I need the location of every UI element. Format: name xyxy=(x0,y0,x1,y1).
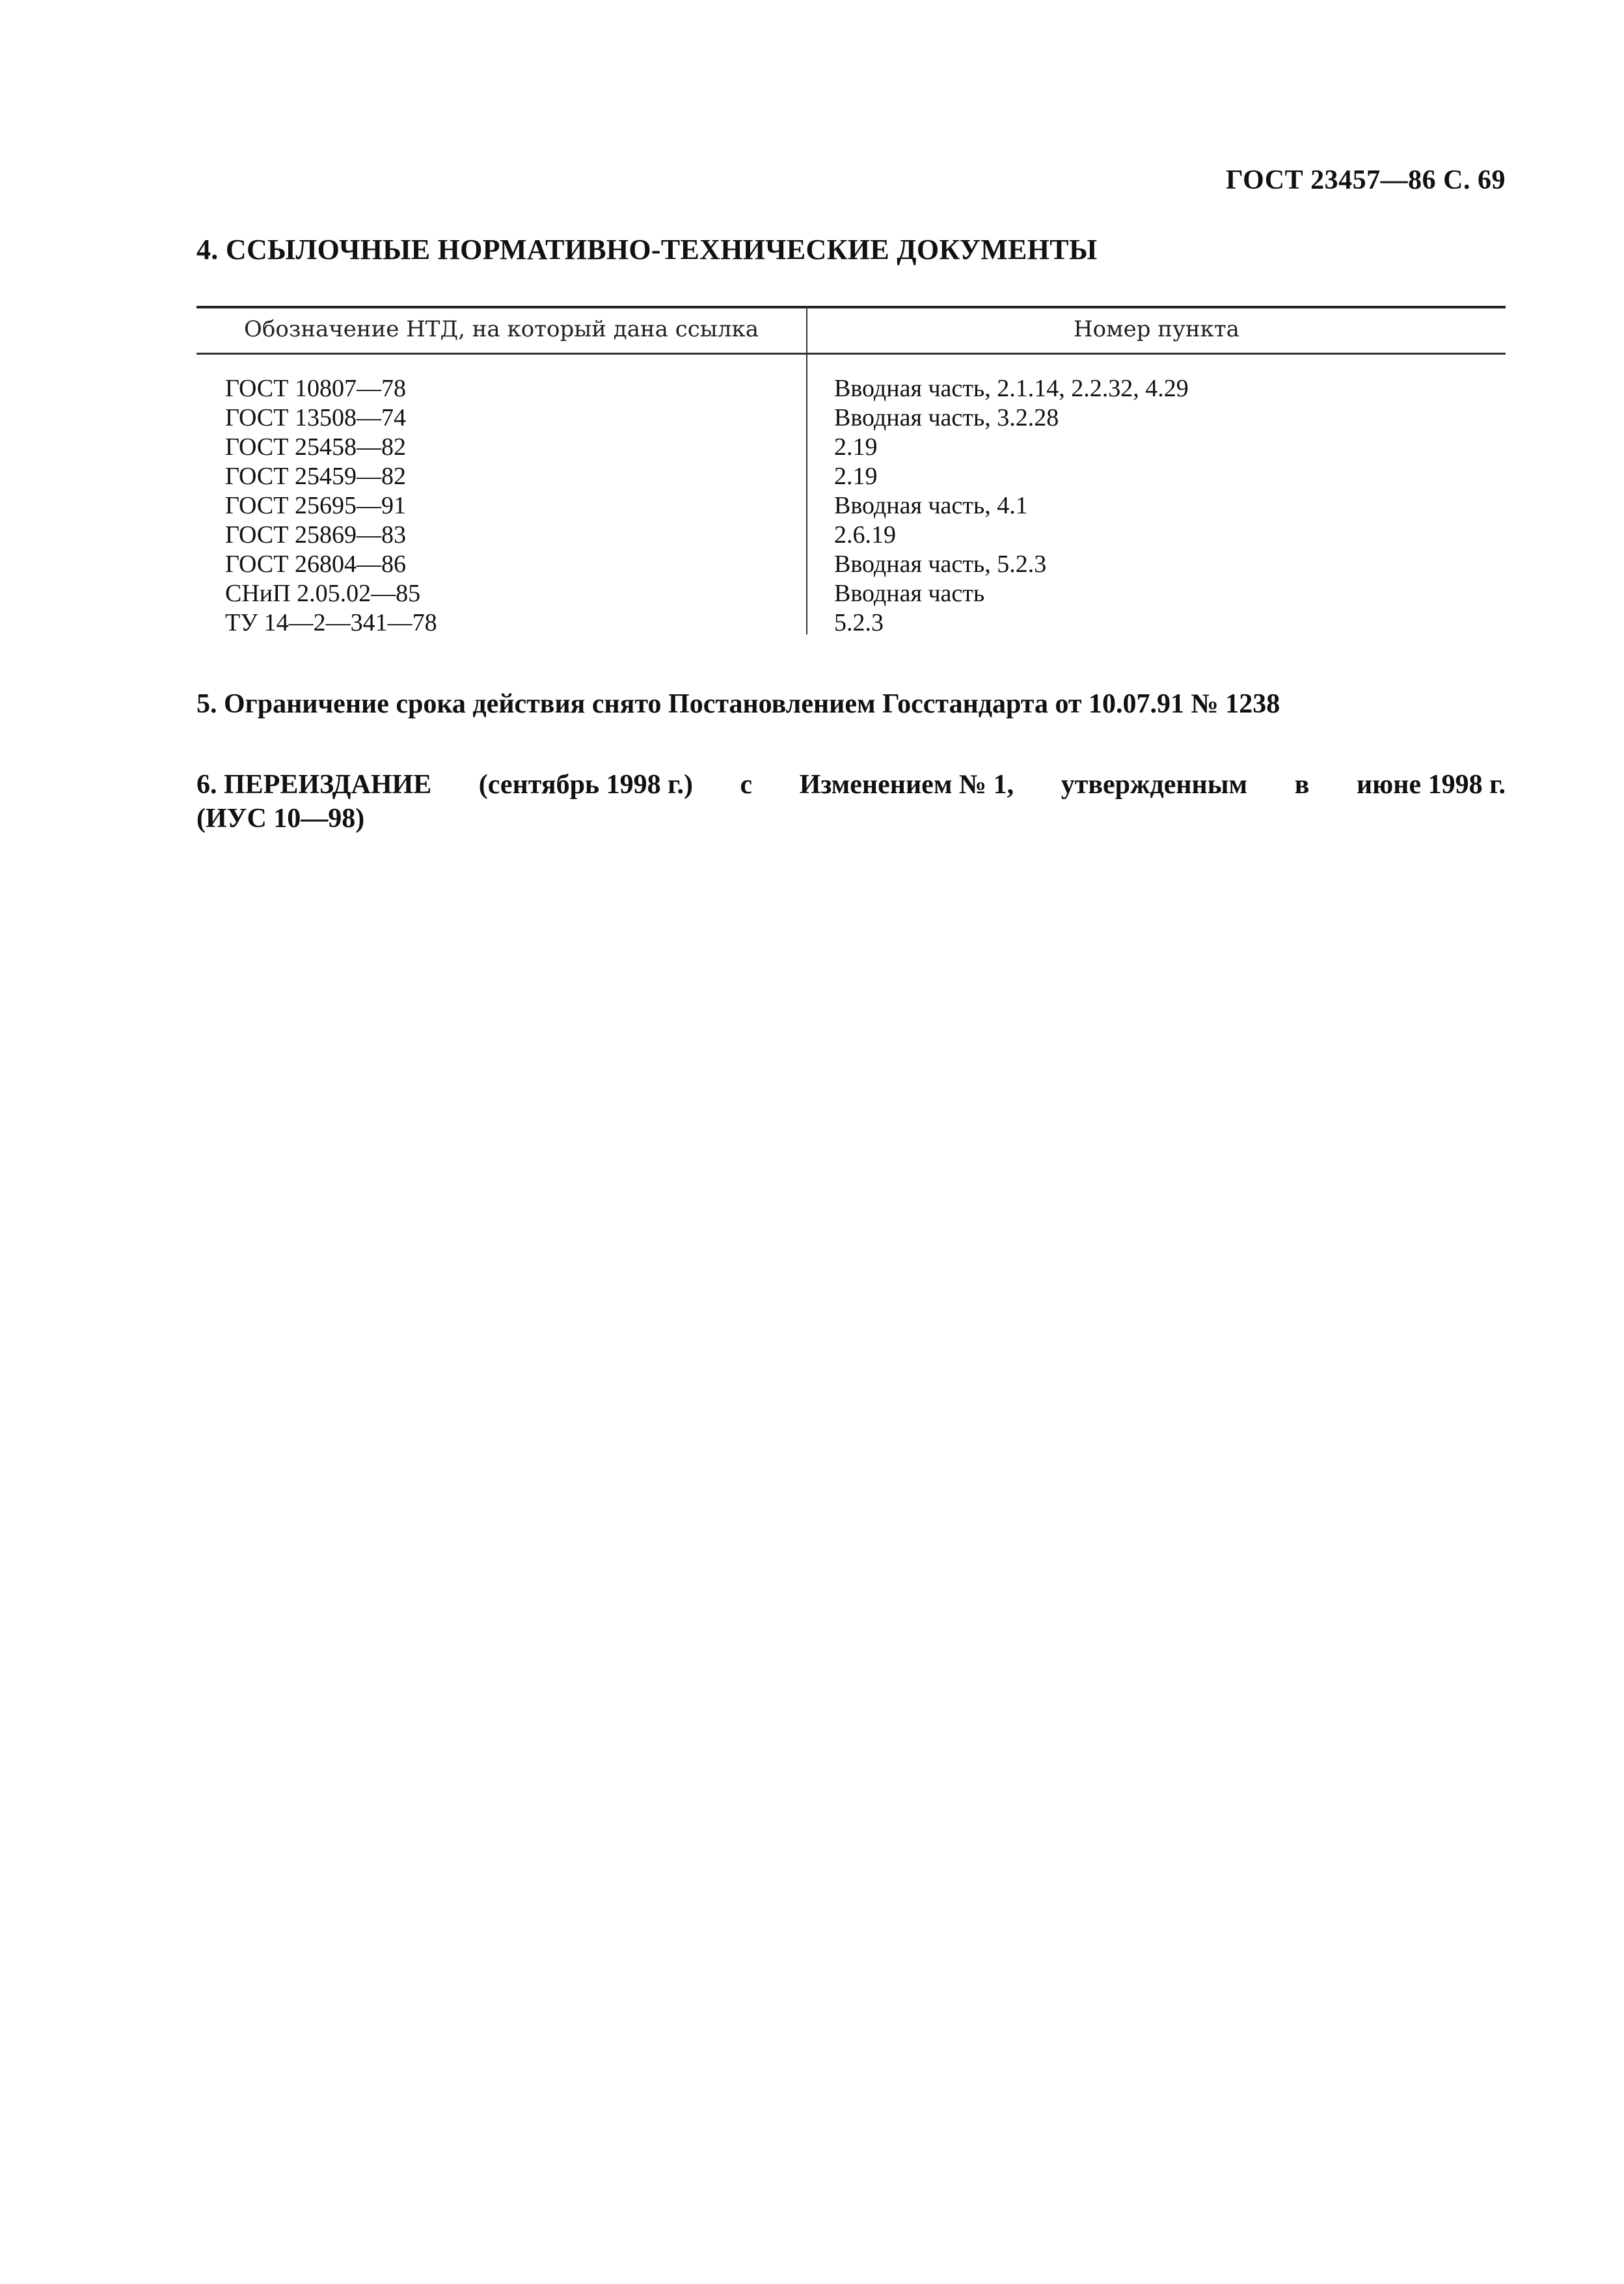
clause-cell: Вводная часть, 4.1 xyxy=(834,492,1028,519)
table-row xyxy=(196,608,1506,638)
clause-cell: 5.2.3 xyxy=(834,609,884,636)
doc-cell: СНиП 2.05.02—85 xyxy=(225,580,421,607)
clause-cell: Вводная часть, 2.1.14, 2.2.32, 4.29 xyxy=(834,375,1189,402)
clause-cell: Вводная часть, 5.2.3 xyxy=(834,551,1047,578)
note-6-part: июне 1998 г. xyxy=(1356,770,1506,800)
note-6-part: (сентябрь 1998 г.) xyxy=(478,770,693,800)
table-body xyxy=(196,374,1506,638)
table-row xyxy=(196,550,1506,579)
note-6-part: с xyxy=(740,770,753,800)
table-row xyxy=(196,521,1506,550)
table-row xyxy=(196,462,1506,491)
page-header: ГОСТ 23457—86 С. 69 xyxy=(1225,165,1506,195)
table-header-rule xyxy=(196,353,1506,355)
doc-cell: ГОСТ 25458—82 xyxy=(225,433,406,461)
table-row xyxy=(196,579,1506,608)
doc-cell: ГОСТ 25459—82 xyxy=(225,463,406,490)
note-6-reissue xyxy=(196,768,1506,836)
note-6-part: 6. ПЕРЕИЗДАНИЕ xyxy=(196,770,432,800)
clause-cell: 2.19 xyxy=(834,433,878,461)
clause-cell: 2.19 xyxy=(834,463,878,490)
column-header-clause: Номер пункта xyxy=(1074,316,1239,342)
section-title: 4. ССЫЛОЧНЫЕ НОРМАТИВНО-ТЕХНИЧЕСКИЕ ДОКУМЕНТЫ xyxy=(196,234,1098,265)
table-row xyxy=(196,433,1506,462)
note-6-part: в xyxy=(1294,770,1310,800)
clause-cell: 2.6.19 xyxy=(834,521,896,549)
doc-cell: ГОСТ 25869—83 xyxy=(225,521,406,549)
doc-cell: ГОСТ 25695—91 xyxy=(225,492,406,519)
column-header-doc: Обозначение НТД, на который дана ссылка xyxy=(244,316,759,342)
note-6-line-1 xyxy=(196,768,1506,802)
doc-cell: ГОСТ 26804—86 xyxy=(225,551,406,578)
doc-cell: ТУ 14—2—341—78 xyxy=(225,609,437,636)
clause-cell: Вводная часть, 3.2.28 xyxy=(834,404,1059,431)
note-6-part: утвержденным xyxy=(1061,770,1248,800)
note-5-validity: 5. Ограничение срока действия снято Постановлением Госстандарта от 10.07.91 № 1238 xyxy=(196,689,1280,719)
doc-cell: ГОСТ 10807—78 xyxy=(225,375,406,402)
clause-cell: Вводная часть xyxy=(834,580,985,607)
table-top-rule xyxy=(196,306,1506,308)
note-6-line-2: (ИУС 10—98) xyxy=(196,804,365,834)
note-6-part: Изменением № 1, xyxy=(799,770,1014,800)
table-row xyxy=(196,374,1506,403)
doc-cell: ГОСТ 13508—74 xyxy=(225,404,406,431)
table-row xyxy=(196,491,1506,521)
table-row xyxy=(196,403,1506,433)
